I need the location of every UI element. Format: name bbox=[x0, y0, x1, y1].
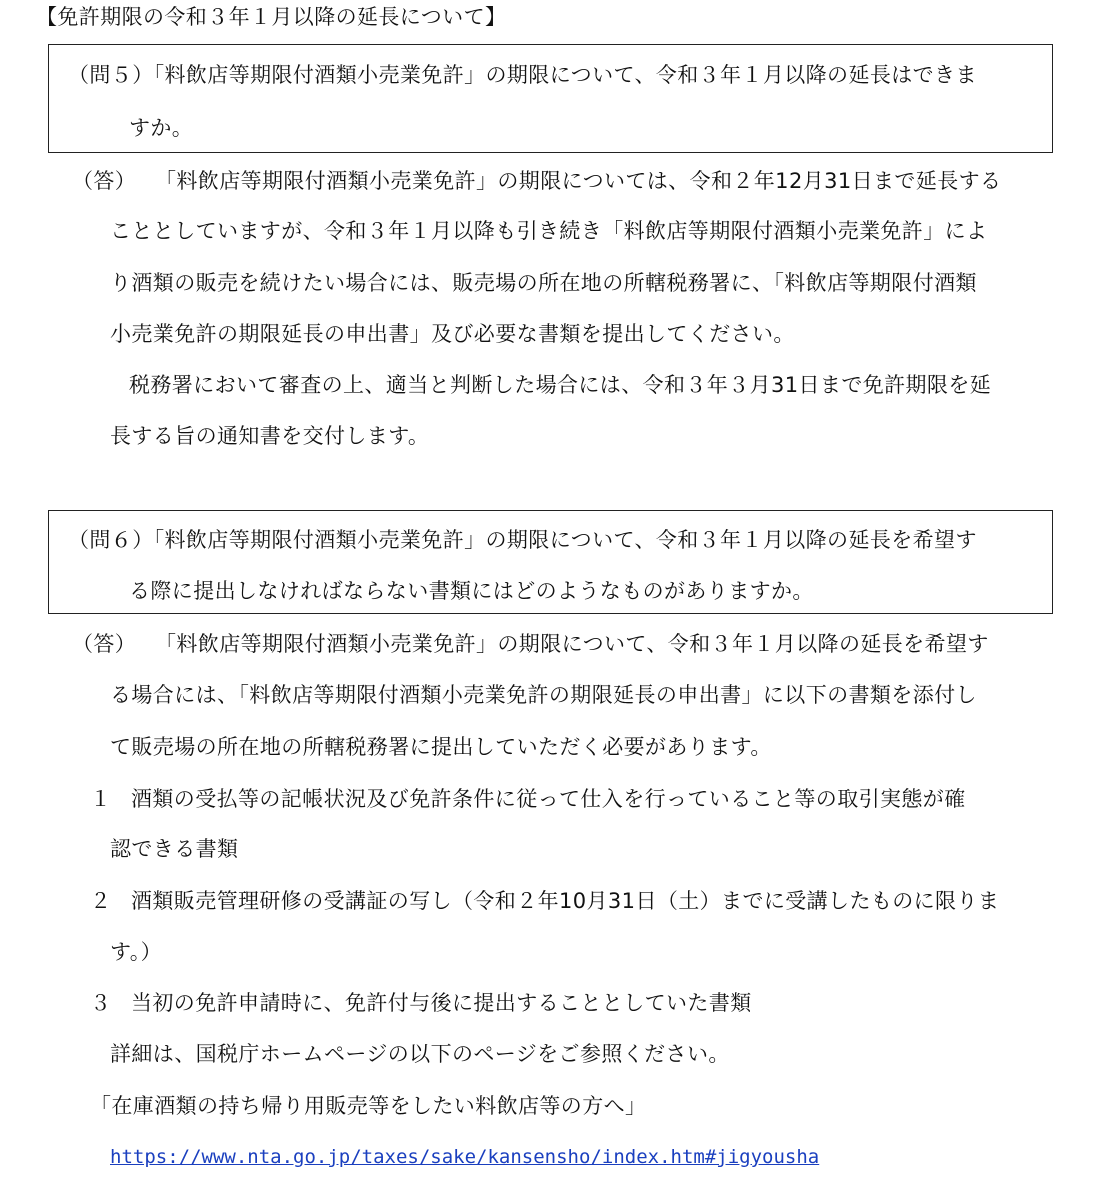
answer-5-line-6: 長する旨の通知書を交付します。 bbox=[110, 424, 430, 448]
answer-5-line-1: 「料飲店等期限付酒類小売業免許」の期限については、令和２年12月31日まで延長する bbox=[155, 169, 1002, 193]
list-item-2-number: ２ bbox=[90, 889, 112, 913]
question-5-line-1: （問５）「料飲店等期限付酒類小売業免許」の期限について、令和３年１月以降の延長はできま bbox=[68, 63, 977, 87]
list-item-1-line-2: 認できる書類 bbox=[110, 837, 239, 861]
list-item-1-line-1: 酒類の受払等の記帳状況及び免許条件に従って仕入を行っていること等の取引実態が確 bbox=[131, 787, 966, 811]
list-item-3-number: ３ bbox=[90, 991, 112, 1015]
answer-5-line-4: 小売業免許の期限延長の申出書」及び必要な書類を提出してください。 bbox=[110, 322, 795, 346]
answer-5-line-2: こととしていますが、令和３年１月以降も引き続き「料飲店等期限付酒類小売業免許」によ bbox=[110, 219, 988, 243]
details-note: 詳細は、国税庁ホームページの以下のページをご参照ください。 bbox=[110, 1042, 730, 1066]
reference-page-title: 「在庫酒類の持ち帰り用販売等をしたい料飲店等の方へ」 bbox=[90, 1094, 647, 1118]
list-item-2-line-1: 酒類販売管理研修の受講証の写し（令和２年10月31日（土）までに受講したものに限りま bbox=[131, 889, 1000, 913]
list-item-1-number: １ bbox=[90, 787, 112, 811]
answer-6-line-2: る場合には、「料飲店等期限付酒類小売業免許の期限延長の申出書」に以下の書類を添付し bbox=[110, 683, 977, 707]
answer-6-line-1: 「料飲店等期限付酒類小売業免許」の期限について、令和３年１月以降の延長を希望す bbox=[155, 632, 989, 656]
answer-6-label: （答） bbox=[72, 632, 137, 656]
section-heading: 【免許期限の令和３年１月以降の延長について】 bbox=[36, 5, 507, 29]
list-item-2-line-2: す。） bbox=[110, 940, 163, 964]
question-5-line-2: すか。 bbox=[129, 116, 194, 140]
question-6-line-1: （問６）「料飲店等期限付酒類小売業免許」の期限について、令和３年１月以降の延長を希望す bbox=[68, 528, 977, 552]
question-6-line-2: る際に提出しなければならない書類にはどのようなものがありますか。 bbox=[129, 579, 814, 603]
answer-5-label: （答） bbox=[72, 169, 137, 193]
answer-5-line-5: 税務署において審査の上、適当と判断した場合には、令和３年３月31日まで免許期限を延 bbox=[129, 373, 992, 397]
answer-6-line-3: て販売場の所在地の所轄税務署に提出していただく必要があります。 bbox=[110, 735, 772, 759]
reference-link[interactable]: https://www.nta.go.jp/taxes/sake/kansensho/index.htm#jigyousha bbox=[110, 1146, 820, 1168]
answer-5-line-3: り酒類の販売を続けたい場合には、販売場の所在地の所轄税務署に、「料飲店等期限付酒類 bbox=[110, 271, 977, 295]
list-item-3-line-1: 当初の免許申請時に、免許付与後に提出することとしていた書類 bbox=[131, 991, 752, 1015]
